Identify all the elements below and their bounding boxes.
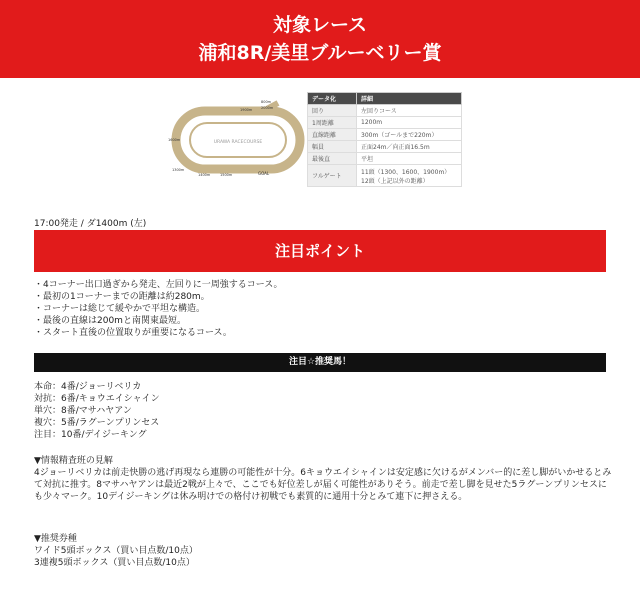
table-row bbox=[308, 117, 462, 129]
table-key: フルゲート bbox=[308, 165, 357, 187]
goal-label: GOAL bbox=[258, 171, 270, 176]
header-title: 対象レース bbox=[272, 14, 368, 36]
dist-label-1600: 1600m bbox=[168, 138, 181, 142]
table-row bbox=[308, 165, 462, 187]
recommend-heading: 注目☆推奨馬！ bbox=[34, 353, 606, 372]
course-name: URAWA RACECOURSE bbox=[213, 140, 263, 145]
table-value: 1200m bbox=[357, 117, 462, 129]
table-value: 左回りコース bbox=[357, 105, 462, 117]
course-diagram bbox=[168, 97, 308, 179]
list-item: 単穴：8番/マサハヤアン bbox=[34, 406, 132, 416]
points-list bbox=[34, 279, 283, 339]
list-item: ・4コーナー出口過ぎから発走、左回りに一周強するコース。 bbox=[34, 280, 283, 290]
table-row bbox=[308, 153, 462, 165]
list-item: ワイド5頭ボックス（買い目点数/10点） bbox=[34, 546, 198, 556]
table-row bbox=[308, 129, 462, 141]
list-item: ・コーナーは総じて緩やかで平坦な構造。 bbox=[34, 304, 206, 314]
table-value: 正面24m／向正面16.5m bbox=[357, 141, 462, 153]
table-row bbox=[308, 105, 462, 117]
tickets-section bbox=[34, 533, 198, 569]
list-item: 対抗：6番/キョウエイシャイン bbox=[34, 394, 160, 404]
table-row bbox=[308, 141, 462, 153]
dist-label-800: 800m bbox=[261, 100, 272, 104]
list-item: 複穴：5番/ラグーンプリンセス bbox=[34, 418, 160, 428]
course-map bbox=[168, 97, 308, 179]
analysis-section bbox=[34, 455, 614, 503]
dist-label-1900: 1900m bbox=[240, 108, 253, 112]
table-head-value: 詳細 bbox=[357, 93, 462, 105]
list-item: 本命：4番/ジョーリベリカ bbox=[34, 382, 142, 392]
race-time-distance: 17:00発走 / ダ1400m (左) bbox=[34, 219, 147, 229]
list-item: 注目：10番/デイジーキング bbox=[34, 430, 147, 440]
dist-label-2000: 2000m bbox=[261, 106, 274, 110]
analysis-heading: ▼情報精査班の見解 bbox=[34, 456, 113, 466]
picks-list bbox=[34, 381, 160, 441]
list-item: ・スタート直後の位置取りが重要になるコース。 bbox=[34, 328, 232, 338]
table-key: 直線距離 bbox=[308, 129, 357, 141]
course-data-table bbox=[307, 92, 462, 187]
table-value: 平坦 bbox=[357, 153, 462, 165]
table-key: 1周距離 bbox=[308, 117, 357, 129]
list-item: ・最初の1コーナーまでの距離は約280m。 bbox=[34, 292, 210, 302]
analysis-body: 4ジョーリベリカは前走快勝の逃げ再現なら連勝の可能性が十分。6キョウエイシャインは安定感に欠けるがメンバー的に差し脚がいかせるとみて対抗に推す。8マサハヤアンは最近2戦が上々で、ここでも好位差しが届く可能性がありそう。前走で差し脚を見せた5ラグーンプリンセスにも少々マーク。10デイジーキングは休み明けでの格付け初戦でも素質的に通用十分とみて連下に押さえる。 bbox=[34, 468, 612, 502]
table-key: 回り bbox=[308, 105, 357, 117]
list-item: 3連複5頭ボックス（買い目点数/10点） bbox=[34, 558, 195, 568]
tickets-heading: ▼推奨券種 bbox=[34, 534, 77, 544]
table-value: 300m（ゴールまで220m） bbox=[357, 129, 462, 141]
dist-label-1300: 1300m bbox=[172, 168, 185, 172]
table-value: 11頭（1300、1600、1900m） 12頭（上記以外の距離） bbox=[357, 165, 462, 187]
table-head-key: データ化 bbox=[308, 93, 357, 105]
table-key: 最後直 bbox=[308, 153, 357, 165]
race-header bbox=[0, 0, 640, 78]
dist-label-1500: 1500m bbox=[220, 173, 233, 177]
dist-label-1400: 1400m bbox=[198, 173, 211, 177]
point-heading: 注目ポイント bbox=[34, 230, 606, 272]
table-key: 幅員 bbox=[308, 141, 357, 153]
list-item: ・最後の直線は200mと南関東最短。 bbox=[34, 316, 186, 326]
header-race-name: 浦和8R/美里ブルーベリー賞 bbox=[198, 42, 442, 64]
